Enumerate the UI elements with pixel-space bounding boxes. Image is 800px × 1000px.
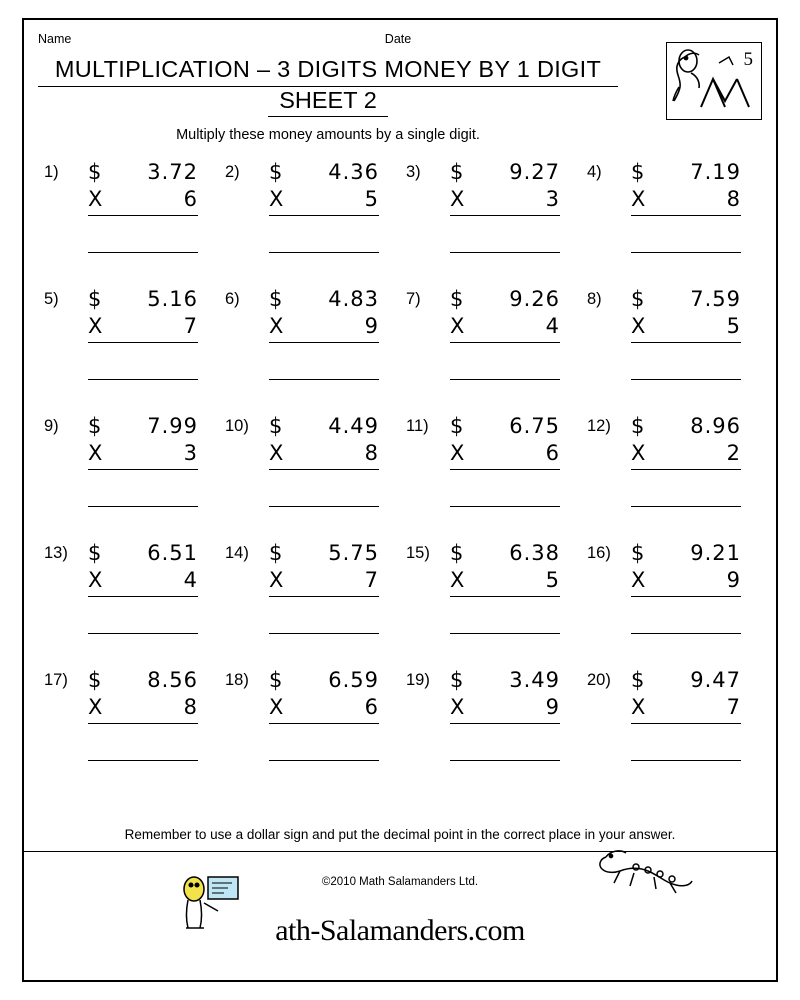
multiplier-row — [88, 313, 198, 340]
multiplicand-row — [269, 540, 379, 567]
multiplicand-row — [88, 159, 198, 186]
operation-line — [269, 469, 379, 470]
multiplicand-row — [88, 667, 198, 694]
problem-number: 15) — [406, 544, 430, 562]
multiplicand-row — [631, 159, 741, 186]
answer-line[interactable] — [450, 760, 560, 761]
currency-symbol: $ — [631, 668, 645, 692]
operation-line — [450, 469, 560, 470]
multiplicand-value: 9.26 — [509, 287, 560, 311]
problem-number: 17) — [44, 671, 68, 689]
problem-calculation — [88, 667, 198, 761]
date-label: Date — [384, 32, 412, 46]
currency-symbol: $ — [88, 541, 102, 565]
multiplier-row — [631, 186, 741, 213]
operation-line — [269, 723, 379, 724]
name-label: Name — [38, 32, 72, 46]
multiplicand-value: 6.75 — [509, 414, 560, 438]
multiplicand-value: 5.75 — [328, 541, 379, 565]
multiplicand-value: 3.72 — [147, 160, 198, 184]
multiplier-row — [631, 313, 741, 340]
answer-line[interactable] — [450, 506, 560, 507]
answer-line[interactable] — [631, 379, 741, 380]
problem-number: 7) — [406, 290, 421, 308]
problem-calculation — [269, 159, 379, 253]
currency-symbol: $ — [450, 668, 464, 692]
multiplier-value: 6 — [364, 695, 379, 719]
operation-line — [450, 215, 560, 216]
multiplicand-value: 4.49 — [328, 414, 379, 438]
currency-symbol: $ — [269, 668, 283, 692]
currency-symbol: $ — [88, 287, 102, 311]
multiplicand-value: 9.27 — [509, 160, 560, 184]
problem-number: 2) — [225, 163, 240, 181]
problem-number: 16) — [587, 544, 611, 562]
multiplicand-value: 7.19 — [690, 160, 741, 184]
problem-item — [219, 413, 400, 540]
multiplier-row — [88, 694, 198, 721]
currency-symbol: $ — [88, 414, 102, 438]
reminder-note: Remember to use a dollar sign and put the decimal point in the correct place in your answer. — [124, 827, 676, 842]
operation-line — [631, 469, 741, 470]
operation-line — [450, 342, 560, 343]
operation-line — [88, 342, 198, 343]
operation-line — [88, 723, 198, 724]
answer-line[interactable] — [450, 252, 560, 253]
multiplier-row — [631, 694, 741, 721]
problem-number: 18) — [225, 671, 249, 689]
operator-symbol: X — [88, 314, 103, 338]
multiplier-value: 9 — [545, 695, 560, 719]
operation-line — [269, 342, 379, 343]
problem-item — [38, 286, 219, 413]
problem-item — [581, 540, 762, 667]
currency-symbol: $ — [88, 160, 102, 184]
multiplicand-row — [269, 286, 379, 313]
multiplier-row — [269, 186, 379, 213]
problem-number: 4) — [587, 163, 602, 181]
answer-line[interactable] — [88, 379, 198, 380]
problem-item — [38, 159, 219, 286]
multiplier-value: 4 — [545, 314, 560, 338]
operation-line — [450, 723, 560, 724]
problem-item — [38, 540, 219, 667]
multiplier-row — [450, 567, 560, 594]
problem-number: 9) — [44, 417, 59, 435]
answer-line[interactable] — [88, 760, 198, 761]
multiplicand-value: 4.83 — [328, 287, 379, 311]
instructions: Multiply these money amounts by a single digit. — [176, 127, 480, 143]
multiplicand-row — [450, 159, 560, 186]
operation-line — [88, 469, 198, 470]
currency-symbol: $ — [88, 668, 102, 692]
multiplicand-row — [450, 540, 560, 567]
multiplier-row — [631, 567, 741, 594]
operation-line — [88, 215, 198, 216]
operation-line — [631, 596, 741, 597]
multiplicand-row — [450, 286, 560, 313]
problem-item — [581, 667, 762, 794]
answer-line[interactable] — [269, 506, 379, 507]
currency-symbol: $ — [631, 541, 645, 565]
multiplier-row — [450, 440, 560, 467]
currency-symbol: $ — [450, 541, 464, 565]
multiplier-value: 6 — [183, 187, 198, 211]
operation-line — [269, 596, 379, 597]
answer-line[interactable] — [269, 633, 379, 634]
operator-symbol: X — [631, 695, 646, 719]
operation-line — [450, 596, 560, 597]
problem-item — [581, 159, 762, 286]
operator-symbol: X — [450, 314, 465, 338]
multiplicand-row — [631, 667, 741, 694]
operator-symbol: X — [450, 187, 465, 211]
multiplicand-row — [631, 413, 741, 440]
operator-symbol: X — [631, 314, 646, 338]
multiplier-value: 2 — [726, 441, 741, 465]
answer-line[interactable] — [631, 506, 741, 507]
problem-grid — [38, 159, 762, 794]
multiplicand-value: 6.51 — [147, 541, 198, 565]
answer-line[interactable] — [631, 760, 741, 761]
multiplier-value: 7 — [726, 695, 741, 719]
answer-line[interactable] — [269, 252, 379, 253]
copyright-text: ©2010 Math Salamanders Ltd. — [321, 876, 479, 888]
problem-number: 1) — [44, 163, 59, 181]
multiplicand-row — [269, 413, 379, 440]
multiplicand-value: 5.16 — [147, 287, 198, 311]
grade-level-badge — [666, 42, 762, 120]
answer-line[interactable] — [269, 760, 379, 761]
problem-number: 3) — [406, 163, 421, 181]
problem-calculation — [631, 413, 741, 507]
multiplier-row — [88, 186, 198, 213]
operator-symbol: X — [631, 441, 646, 465]
answer-line[interactable] — [88, 252, 198, 253]
multiplicand-value: 6.59 — [328, 668, 379, 692]
sheet-subtitle: SHEET 2 — [268, 87, 388, 117]
currency-symbol: $ — [631, 414, 645, 438]
problem-item — [400, 159, 581, 286]
operation-line — [631, 215, 741, 216]
operator-symbol: X — [269, 314, 284, 338]
problem-calculation — [269, 540, 379, 634]
operator-symbol: X — [450, 441, 465, 465]
multiplicand-row — [88, 540, 198, 567]
problem-calculation — [631, 667, 741, 761]
multiplicand-value: 7.99 — [147, 414, 198, 438]
multiplier-value: 3 — [545, 187, 560, 211]
problem-calculation — [88, 540, 198, 634]
problem-number: 11) — [406, 417, 429, 435]
problem-calculation — [450, 159, 560, 253]
multiplicand-value: 6.38 — [509, 541, 560, 565]
problem-number: 12) — [587, 417, 611, 435]
answer-line[interactable] — [450, 379, 560, 380]
multiplier-row — [269, 313, 379, 340]
multiplicand-value: 3.49 — [509, 668, 560, 692]
problem-item — [219, 286, 400, 413]
problem-item — [219, 159, 400, 286]
problem-calculation — [450, 413, 560, 507]
multiplicand-value: 8.96 — [690, 414, 741, 438]
problem-number: 6) — [225, 290, 240, 308]
multiplier-row — [88, 567, 198, 594]
multiplicand-row — [631, 540, 741, 567]
currency-symbol: $ — [269, 287, 283, 311]
currency-symbol: $ — [450, 160, 464, 184]
problem-number: 20) — [587, 671, 611, 689]
problem-calculation — [269, 667, 379, 761]
multiplier-value: 5 — [726, 314, 741, 338]
multiplicand-row — [631, 286, 741, 313]
multiplicand-row — [88, 413, 198, 440]
problem-item — [400, 413, 581, 540]
operator-symbol: X — [88, 695, 103, 719]
lizard-illustration — [592, 843, 702, 908]
multiplier-value: 9 — [364, 314, 379, 338]
operator-symbol: X — [269, 568, 284, 592]
problem-item — [400, 286, 581, 413]
operator-symbol: X — [631, 187, 646, 211]
answer-line[interactable] — [450, 633, 560, 634]
operator-symbol: X — [88, 441, 103, 465]
problem-number: 8) — [587, 290, 602, 308]
currency-symbol: $ — [450, 414, 464, 438]
operator-symbol: X — [269, 441, 284, 465]
problem-calculation — [631, 286, 741, 380]
problem-calculation — [631, 159, 741, 253]
operator-symbol: X — [88, 568, 103, 592]
currency-symbol: $ — [269, 541, 283, 565]
operator-symbol: X — [450, 568, 465, 592]
multiplier-row — [269, 694, 379, 721]
problem-calculation — [450, 540, 560, 634]
operation-line — [269, 215, 379, 216]
problem-calculation — [88, 159, 198, 253]
multiplier-value: 5 — [545, 568, 560, 592]
operation-line — [631, 342, 741, 343]
worksheet-content — [38, 32, 762, 970]
problem-calculation — [88, 286, 198, 380]
operator-symbol: X — [88, 187, 103, 211]
multiplicand-value: 8.56 — [147, 668, 198, 692]
answer-line[interactable] — [269, 379, 379, 380]
problem-item — [400, 667, 581, 794]
brand-text: ath-Salamanders.com — [275, 914, 525, 947]
page-title: MULTIPLICATION – 3 DIGITS MONEY BY 1 DIGIT — [38, 56, 618, 87]
problem-item — [400, 540, 581, 667]
problem-number: 19) — [406, 671, 430, 689]
problem-calculation — [88, 413, 198, 507]
operator-symbol: X — [269, 695, 284, 719]
multiplier-value: 5 — [364, 187, 379, 211]
multiplier-value: 7 — [183, 314, 198, 338]
multiplicand-value: 7.59 — [690, 287, 741, 311]
problem-item — [581, 413, 762, 540]
problem-item — [38, 413, 219, 540]
multiplier-row — [631, 440, 741, 467]
multiplicand-row — [269, 667, 379, 694]
currency-symbol: $ — [450, 287, 464, 311]
operator-symbol: X — [631, 568, 646, 592]
multiplier-value: 4 — [183, 568, 198, 592]
problem-item — [581, 286, 762, 413]
answer-line[interactable] — [631, 633, 741, 634]
multiplier-value: 3 — [183, 441, 198, 465]
operation-line — [88, 596, 198, 597]
problem-calculation — [269, 413, 379, 507]
multiplier-value: 8 — [726, 187, 741, 211]
problem-calculation — [450, 286, 560, 380]
multiplier-value: 6 — [545, 441, 560, 465]
problem-calculation — [450, 667, 560, 761]
meta-row — [38, 32, 762, 52]
multiplier-row — [269, 440, 379, 467]
problem-calculation — [269, 286, 379, 380]
multiplier-row — [450, 186, 560, 213]
operator-symbol: X — [450, 695, 465, 719]
grade-level-number: 5 — [743, 49, 753, 70]
currency-symbol: $ — [269, 160, 283, 184]
answer-line[interactable] — [88, 506, 198, 507]
multiplicand-row — [269, 159, 379, 186]
multiplier-value: 8 — [183, 695, 198, 719]
answer-line[interactable] — [88, 633, 198, 634]
problem-number: 5) — [44, 290, 59, 308]
problem-item — [38, 667, 219, 794]
operator-symbol: X — [269, 187, 284, 211]
problem-item — [219, 540, 400, 667]
title-block — [38, 56, 618, 117]
multiplier-row — [450, 313, 560, 340]
operation-line — [631, 723, 741, 724]
multiplicand-row — [450, 413, 560, 440]
multiplicand-value: 9.47 — [690, 668, 741, 692]
multiplier-row — [269, 567, 379, 594]
problem-number: 13) — [44, 544, 68, 562]
currency-symbol: $ — [631, 287, 645, 311]
multiplier-row — [88, 440, 198, 467]
currency-symbol: $ — [631, 160, 645, 184]
answer-line[interactable] — [631, 252, 741, 253]
multiplicand-row — [88, 286, 198, 313]
multiplier-row — [450, 694, 560, 721]
problem-number: 14) — [225, 544, 249, 562]
multiplicand-value: 4.36 — [328, 160, 379, 184]
multiplier-value: 8 — [364, 441, 379, 465]
problem-item — [219, 667, 400, 794]
multiplicand-value: 9.21 — [690, 541, 741, 565]
problem-calculation — [631, 540, 741, 634]
multiplicand-row — [450, 667, 560, 694]
problem-number: 10) — [225, 417, 249, 435]
brand-logo — [38, 914, 762, 948]
currency-symbol: $ — [269, 414, 283, 438]
multiplier-value: 7 — [364, 568, 379, 592]
multiplier-value: 9 — [726, 568, 741, 592]
